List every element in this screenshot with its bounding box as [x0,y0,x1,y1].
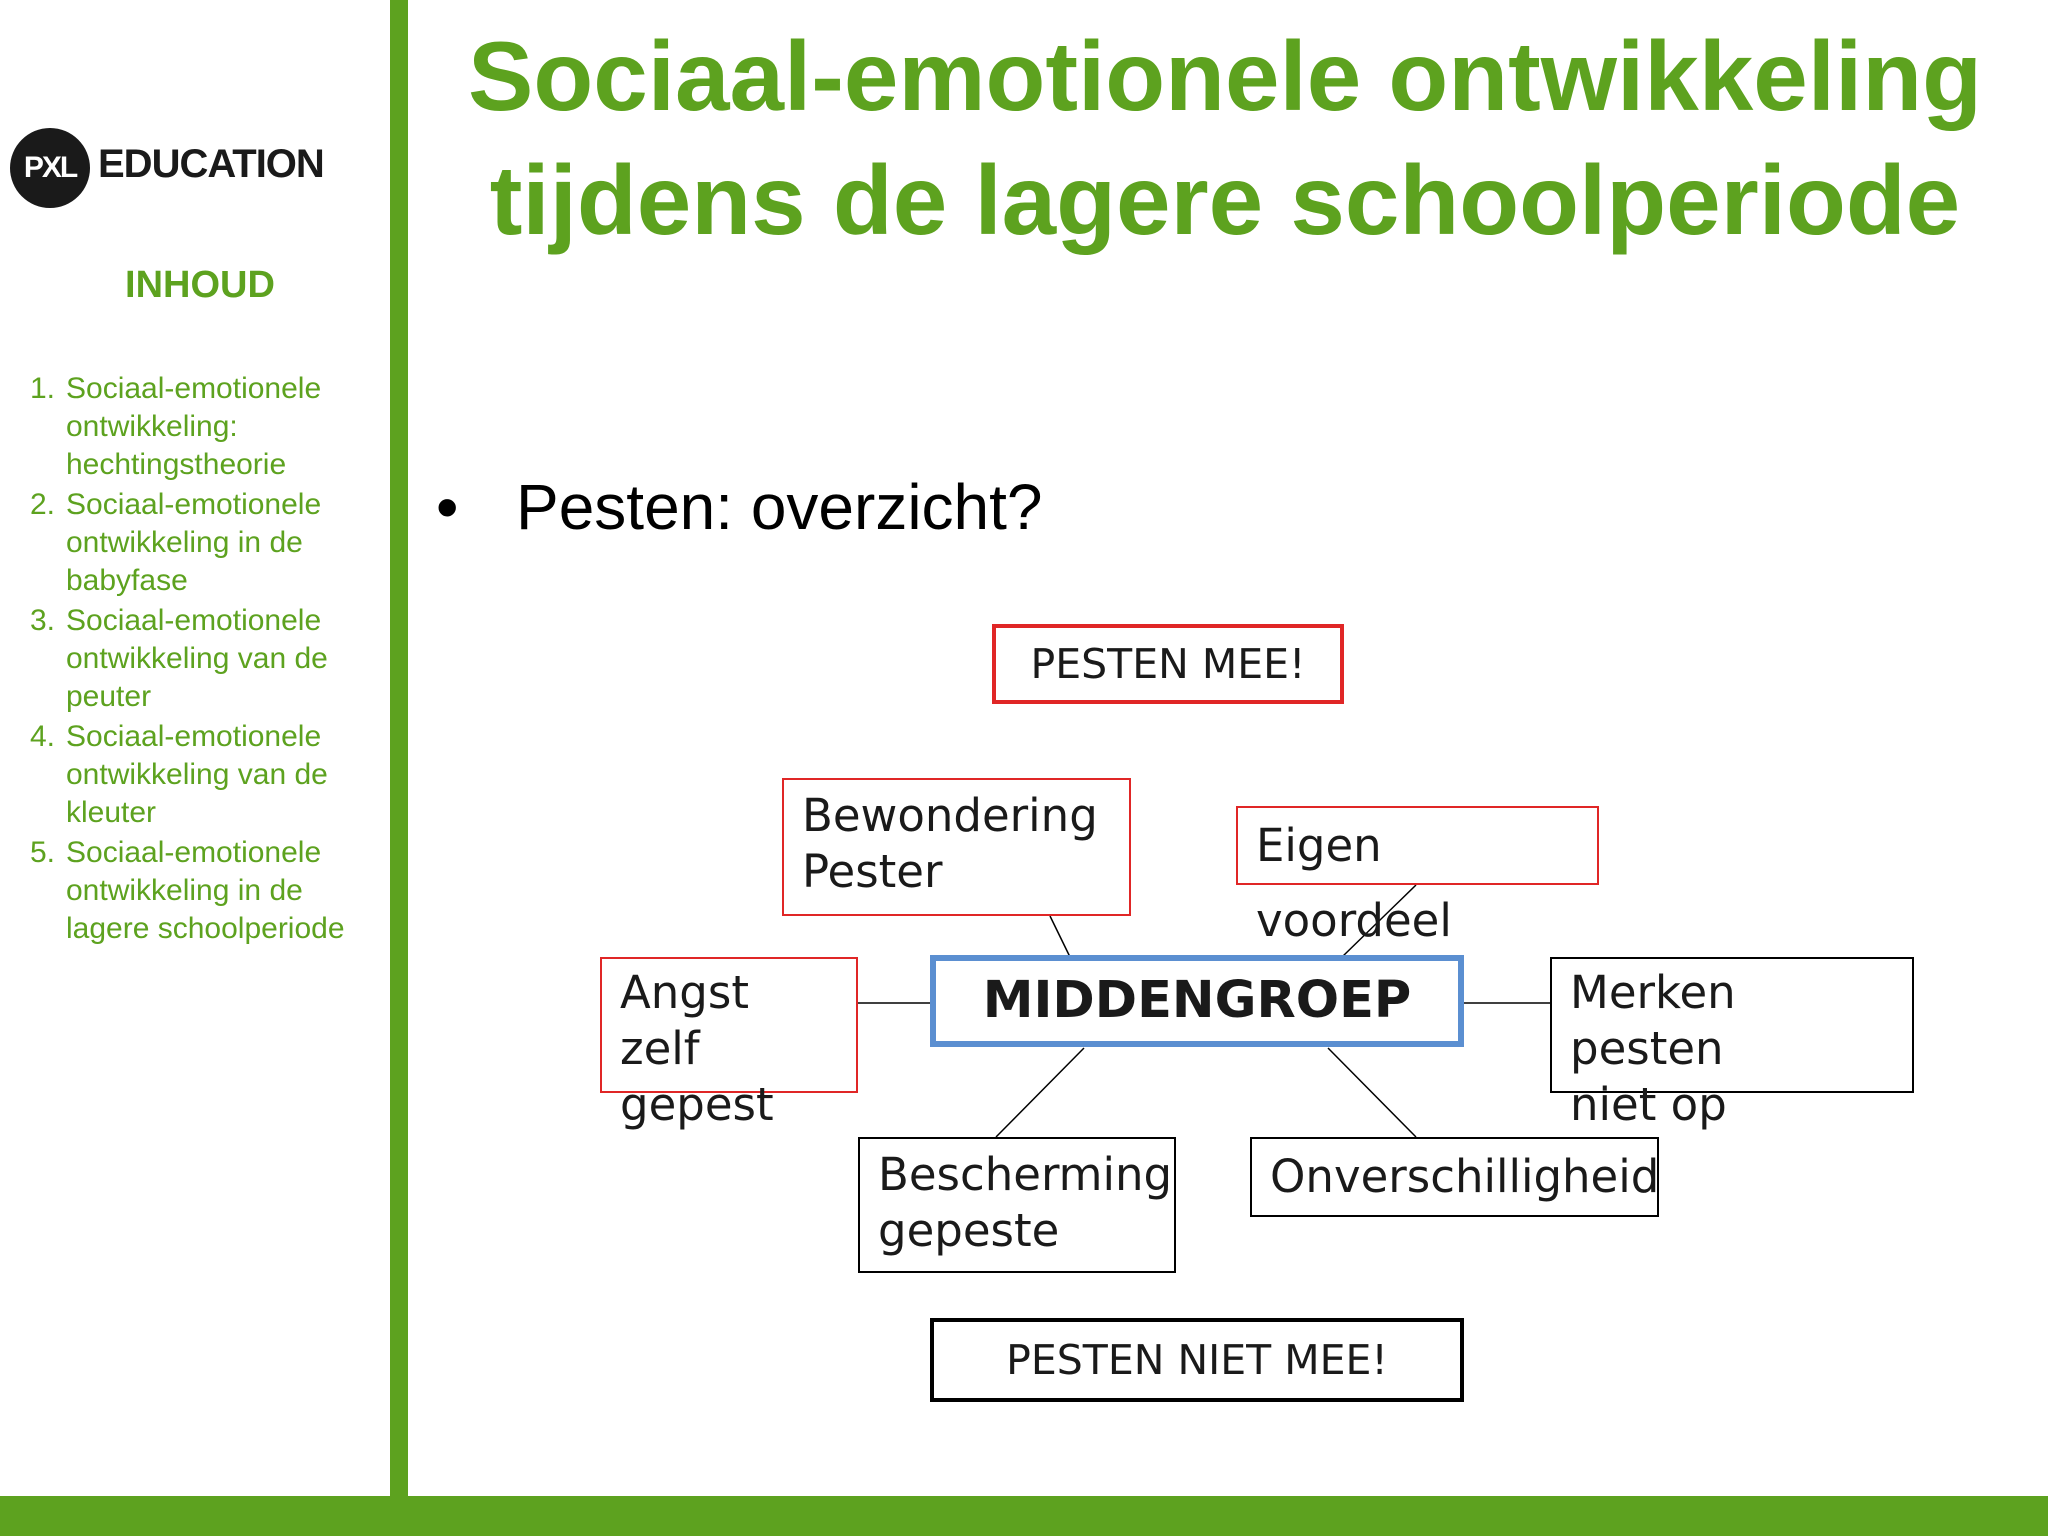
pxl-education-logo [10,128,390,212]
toc-item-label: Sociaal-emotionele ontwikkeling in de babyfase [66,488,322,597]
bullet-point [436,470,1043,544]
table-of-contents [30,370,390,950]
node-pesten-mee: PESTEN MEE! [992,624,1344,704]
toc-item-label: Sociaal-emotionele ontwikkeling van de kleuter [66,720,328,829]
node-eigen-voordeel: Eigen voordeel [1236,806,1599,885]
logo-wordmark: EDUCATION [98,142,324,186]
sidebar [0,0,390,1496]
toc-item-label: Sociaal-emotionele ontwikkeling van de peuter [66,604,328,713]
toc-item[interactable]: 4. Sociaal-emotionele ontwikkeling van de kleuter [30,718,390,832]
connector-bescherming [996,1048,1084,1137]
connector-onverschilligheid [1328,1048,1416,1137]
toc-item[interactable]: 5. Sociaal-emotionele ontwikkeling in de lagere schoolperiode [30,834,390,948]
bullet-text: Pesten: overzicht? [516,471,1043,543]
node-angst-zelf-gepest: Angst zelf gepest [600,957,858,1093]
toc-item-label: Sociaal-emotionele ontwikkeling in de lagere schoolperiode [66,836,345,945]
connector-bewondering [1050,916,1070,957]
node-bewondering-pester: Bewondering Pester [782,778,1131,916]
node-bescherming-gepeste: Bescherming gepeste [858,1137,1176,1273]
toc-heading: INHOUD [125,264,275,306]
pxl-logo-mark: PXL [10,128,90,208]
slide-title: Sociaal-emotionele ontwikkeling tijdens de lagere schoolperiode [468,21,1982,255]
node-merken-pesten-niet-op: Merken pesten niet op [1550,957,1914,1093]
node-pesten-niet-mee: PESTEN NIET MEE! [930,1318,1464,1402]
toc-item[interactable]: 1. Sociaal-emotionele ontwikkeling: hechtingstheorie [30,370,390,484]
toc-item-label: Sociaal-emotionele ontwikkeling: hechtingstheorie [66,372,322,481]
node-onverschilligheid: Onverschilligheid [1250,1137,1659,1217]
toc-item[interactable]: 2. Sociaal-emotionele ontwikkeling in de babyfase [30,486,390,600]
toc-item[interactable]: 3. Sociaal-emotionele ontwikkeling van de peuter [30,602,390,716]
bullet-icon: • [436,471,459,543]
pesten-diagram [590,610,1940,1410]
node-middengroep: MIDDENGROEP [930,955,1464,1047]
footer-bar [0,1496,2048,1536]
sidebar-divider [390,0,408,1496]
